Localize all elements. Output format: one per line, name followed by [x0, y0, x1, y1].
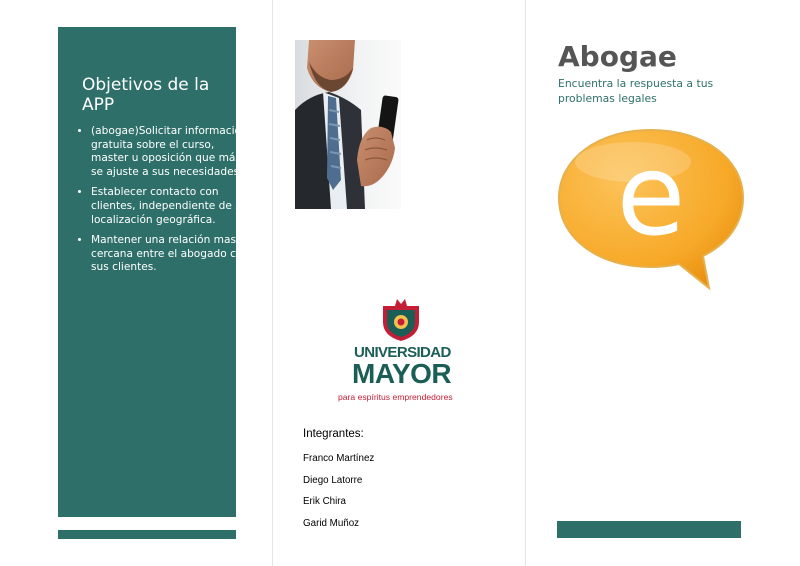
- brand-tagline: Encuentra la respuesta a tus problemas legales: [558, 77, 714, 105]
- objective-item: • Establecer contacto con clientes, independiente de su localización geográfica.: [91, 186, 251, 227]
- objectives-panel: [58, 27, 250, 517]
- universidad-mayor-logo: [338, 296, 464, 406]
- businessman-phone-photo: [295, 40, 401, 209]
- bubble-letter: e: [616, 131, 686, 261]
- fold-line-2: [525, 0, 526, 566]
- businessman-illustration: [295, 40, 401, 209]
- member-name: Erik Chira: [303, 496, 347, 507]
- brand-title: Abogae: [558, 40, 677, 73]
- objective-item: • Mantener una relación mas cercana entre el abogado con sus clientes.: [91, 234, 251, 275]
- right-footer-bar: [557, 521, 741, 538]
- logo-text-universidad: UNIVERSIDAD: [354, 344, 451, 361]
- member-name: Diego Latorre: [303, 474, 363, 486]
- member-name: Franco Martínez: [303, 453, 375, 464]
- members-label: Integrantes:: [303, 428, 364, 440]
- objectives-title: Objetivos de la APP: [82, 75, 210, 115]
- logo-text-mayor: MAYOR: [352, 358, 452, 389]
- member-name: Garid Muñoz: [303, 517, 360, 529]
- abogae-speech-bubble-icon: [553, 126, 749, 296]
- fold-line-1: [272, 0, 273, 566]
- objectives-list: [72, 125, 251, 282]
- university-shield-icon: [381, 296, 421, 342]
- members-section: [303, 428, 374, 534]
- left-footer-bar: [58, 530, 236, 539]
- objective-item: • (abogae)Solicitar información gratuita sobre el curso, master u oposición que más se ajuste a sus necesidades.: [91, 125, 251, 179]
- logo-tagline: para espíritus emprendedores: [338, 392, 453, 402]
